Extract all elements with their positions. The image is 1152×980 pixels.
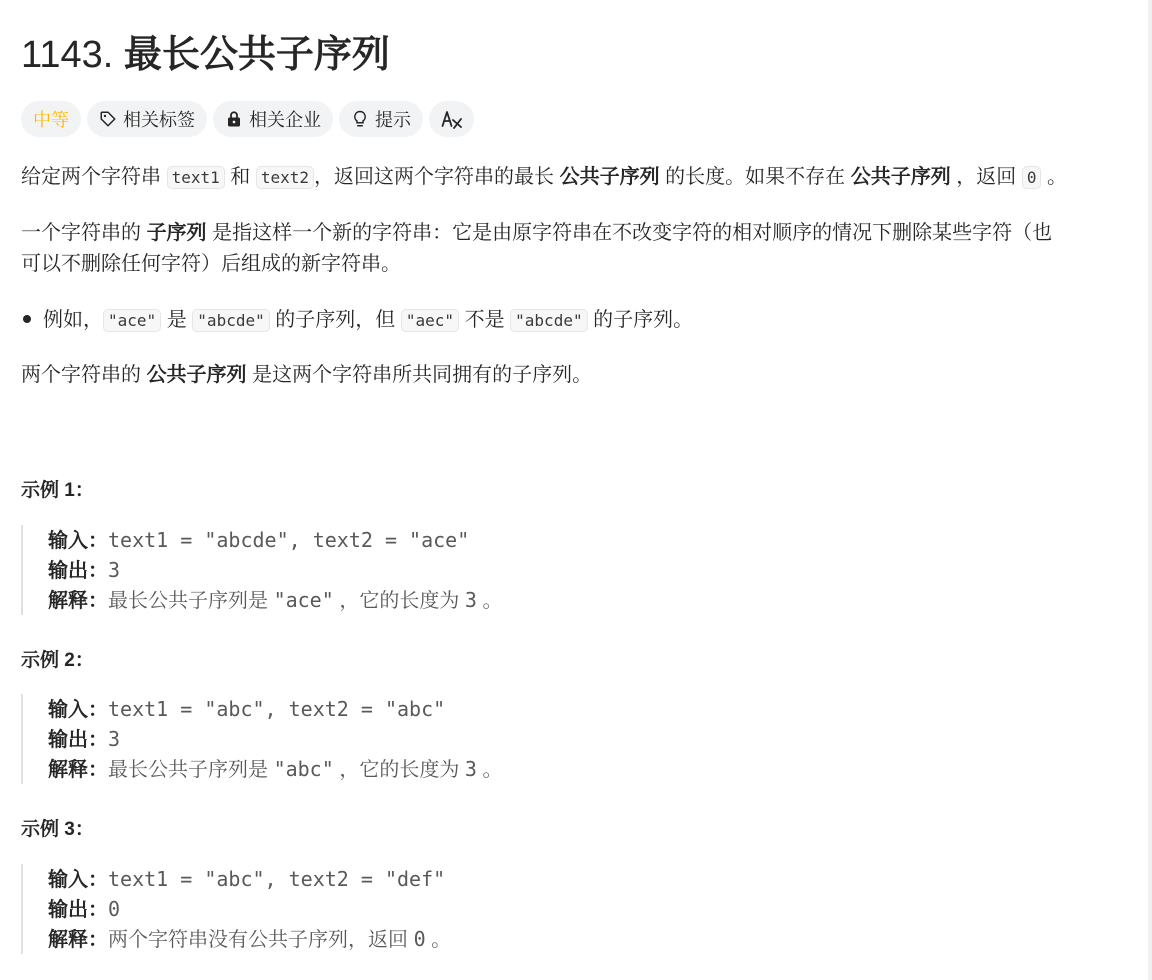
inline-code: "aec" bbox=[401, 309, 459, 332]
tag-bar bbox=[21, 101, 474, 137]
explain-label: 解释： bbox=[48, 759, 108, 781]
output-label: 输出： bbox=[48, 560, 108, 582]
lock-icon bbox=[225, 110, 243, 128]
example-input bbox=[48, 694, 848, 724]
input-value: text1 = "abcde", text2 = "ace" bbox=[108, 528, 470, 552]
bold-term: 公共子序列 bbox=[146, 364, 247, 386]
hint-button[interactable] bbox=[339, 101, 423, 137]
inline-code: text2 bbox=[256, 166, 314, 189]
text: 给定两个字符串 bbox=[21, 166, 167, 188]
text: 的子序列。 bbox=[587, 309, 694, 331]
text: 是 bbox=[161, 309, 193, 331]
text: 的长度。如果不存在 bbox=[659, 166, 851, 188]
code-text: 0 bbox=[413, 927, 426, 951]
tag-icon bbox=[99, 110, 117, 128]
inline-code: "abcde" bbox=[510, 309, 587, 332]
code-text: 3 bbox=[464, 588, 477, 612]
text: 是这两个字符串所共同拥有的子序列。 bbox=[246, 364, 593, 386]
output-label: 输出： bbox=[48, 899, 108, 921]
input-value: text1 = "abc", text2 = "abc" bbox=[108, 697, 446, 721]
hint-label: 提示 bbox=[375, 110, 411, 130]
text: 两个字符串的 bbox=[21, 364, 147, 386]
example-output bbox=[48, 724, 848, 754]
bold-term: 子序列 bbox=[146, 222, 207, 244]
output-value: 3 bbox=[108, 558, 121, 582]
text: 可以不删除任何字符）后组成的新字符串。 bbox=[21, 253, 401, 275]
code-text: 3 bbox=[464, 757, 477, 781]
text: 一个字符串的 bbox=[21, 222, 147, 244]
scrollbar-track[interactable] bbox=[1148, 0, 1152, 980]
inline-code: 0 bbox=[1022, 166, 1042, 189]
inline-code: "ace" bbox=[103, 309, 161, 332]
input-label: 输入： bbox=[48, 869, 108, 891]
inline-code: text1 bbox=[167, 166, 225, 189]
example-explanation bbox=[48, 924, 848, 954]
page-title bbox=[21, 30, 390, 80]
text: 和 bbox=[224, 166, 256, 188]
related-tags-label: 相关标签 bbox=[123, 110, 195, 130]
related-tags-button[interactable] bbox=[87, 101, 207, 137]
example-3-title: 示例 3： bbox=[21, 819, 94, 840]
example-input bbox=[48, 864, 848, 894]
example-3-block bbox=[21, 864, 848, 954]
text: 。 bbox=[1041, 166, 1068, 188]
text: ，它的长度为 bbox=[333, 590, 465, 612]
code-text: "abc" bbox=[273, 757, 334, 781]
explain-label: 解释： bbox=[48, 929, 108, 951]
translate-button[interactable] bbox=[429, 101, 474, 137]
bold-term: 公共子序列 bbox=[559, 166, 660, 188]
output-value: 0 bbox=[108, 897, 121, 921]
example-input bbox=[48, 525, 848, 555]
input-value: text1 = "abc", text2 = "def" bbox=[108, 867, 446, 891]
difficulty-label: 中等 bbox=[33, 110, 69, 130]
bullet-item bbox=[21, 305, 693, 336]
related-companies-label: 相关企业 bbox=[249, 110, 321, 130]
problem-title: 最长公共子序列 bbox=[123, 34, 390, 76]
lightbulb-icon bbox=[351, 110, 369, 128]
input-label: 输入： bbox=[48, 530, 108, 552]
description-paragraph-2 bbox=[21, 218, 1052, 280]
text: ，返回 bbox=[950, 166, 1022, 188]
text: 。 bbox=[476, 759, 503, 781]
difficulty-badge[interactable] bbox=[21, 101, 81, 137]
output-label: 输出： bbox=[48, 729, 108, 751]
text: 两个字符串没有公共子序列，返回 bbox=[108, 929, 414, 951]
problem-number: 1143. bbox=[21, 34, 114, 76]
example-2-title: 示例 2： bbox=[21, 650, 94, 671]
example-output bbox=[48, 894, 848, 924]
example-1-block bbox=[21, 525, 848, 615]
example-2-block bbox=[21, 694, 848, 784]
translate-icon bbox=[441, 109, 463, 129]
example-output bbox=[48, 555, 848, 585]
text: 最长公共子序列是 bbox=[108, 759, 274, 781]
output-value: 3 bbox=[108, 727, 121, 751]
description-paragraph-1 bbox=[21, 162, 1067, 193]
text: 是指这样一个新的字符串：它是由原字符串在不改变字符的相对顺序的情况下删除某些字符（也 bbox=[206, 222, 1053, 244]
example-explanation bbox=[48, 754, 848, 784]
text: ，它的长度为 bbox=[333, 759, 465, 781]
explain-label: 解释： bbox=[48, 590, 108, 612]
bold-term: 公共子序列 bbox=[850, 166, 951, 188]
bullet-dot bbox=[23, 315, 31, 323]
text: 不是 bbox=[459, 309, 511, 331]
input-label: 输入： bbox=[48, 699, 108, 721]
text: 最长公共子序列是 bbox=[108, 590, 274, 612]
related-companies-button[interactable] bbox=[213, 101, 333, 137]
text: 。 bbox=[425, 929, 452, 951]
example-explanation bbox=[48, 585, 848, 615]
text: ，返回这两个字符串的最长 bbox=[314, 166, 560, 188]
inline-code: "abcde" bbox=[192, 309, 269, 332]
text: 。 bbox=[476, 590, 503, 612]
code-text: "ace" bbox=[273, 588, 334, 612]
description-paragraph-3 bbox=[21, 360, 592, 391]
example-1-title: 示例 1： bbox=[21, 480, 94, 501]
text: 例如， bbox=[43, 309, 103, 331]
text: 的子序列，但 bbox=[269, 309, 401, 331]
